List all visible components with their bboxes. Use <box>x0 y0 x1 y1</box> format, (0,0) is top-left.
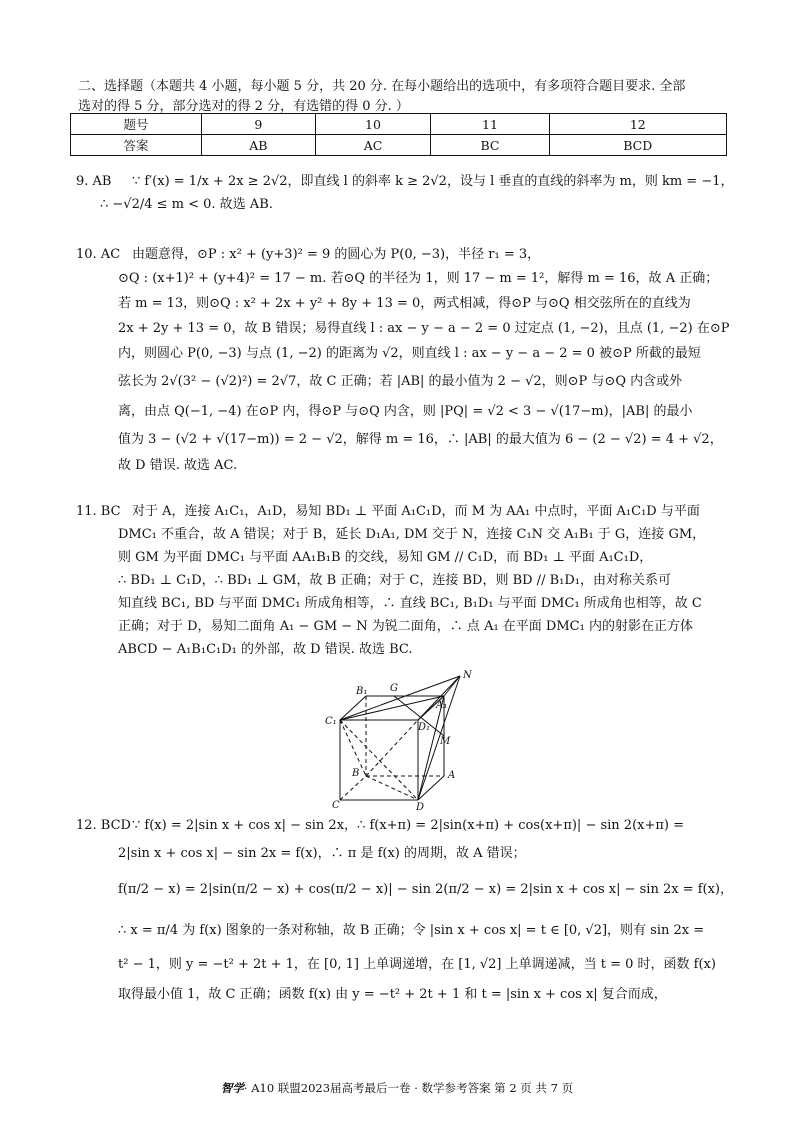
solution-line: 则 GM 为平面 DMC₁ 与平面 AA₁B₁B 的交线，易知 GM // C₁D，而 BD₁ ⊥ 平面 A₁C₁D， <box>118 550 653 565</box>
solution-line: 2x + 2y + 13 = 0，故 B 错误；易得直线 l : ax − y − a − 2 = 0 过定点 (1, −2)，且点 (1, −2) 在⊙P <box>118 321 730 336</box>
solution-line: 值为 3 − (√2 + √(17−m)) = 2 − √2，解得 m = 16，∴ |AB| 的最大值为 6 − (2 − √2) = 4 + √2， <box>118 432 723 447</box>
label-b: B <box>352 768 360 779</box>
solution-line: 由题意得，⊙P : x² + (y+3)² = 9 的圆心为 P(0, −3)，半径 r₁ = 3， <box>132 247 541 262</box>
table-cell: BC <box>431 135 549 156</box>
solution-number: 12. BCD <box>76 818 131 833</box>
answer-table <box>70 113 727 156</box>
table-cell: AC <box>315 135 431 156</box>
label-c: C <box>332 800 340 810</box>
solution-line: 若 m = 13，则⊙Q : x² + 2x + y² + 8y + 13 = 0，两式相减，得⊙P 与⊙Q 相交弦所在的直线为 <box>118 296 691 311</box>
label-a1: A₁ <box>436 700 448 711</box>
table-cell: 答案 <box>71 135 202 156</box>
table-cell: 题号 <box>71 114 202 135</box>
solution-line: ∴ −√2/4 ≤ m < 0. 故选 AB. <box>100 197 273 212</box>
edge-bd-hidden <box>366 776 418 800</box>
solution-line: f(π/2 − x) = 2|sin(π/2 − x) + cos(π/2 − x)| − sin 2(π/2 − x) = 2|sin x + cos x| − sin 2x = f(x)， <box>118 882 733 897</box>
table-cell: 10 <box>315 114 431 135</box>
section-heading <box>78 77 728 117</box>
label-b1: B₁ <box>356 686 368 697</box>
solution-line: 2|sin x + cos x| − sin 2x = f(x)，∴ π 是 f(x) 的周期，故 A 错误； <box>118 846 526 861</box>
cube-figure <box>320 668 480 810</box>
table-cell: AB <box>202 135 316 156</box>
line-c1a1 <box>340 696 444 720</box>
solution-line: 离，由点 Q(−1, −4) 在⊙P 内，得⊙P 与⊙Q 内含，则 |PQ| = √2 < 3 − √(17−m)，|AB| 的最小 <box>118 404 693 419</box>
solution-number: 10. AC <box>76 247 121 262</box>
label-d: D <box>416 802 425 810</box>
line-d1n <box>418 676 460 720</box>
section-heading-line1: 二、选择题（本题共 4 小题，每小题 5 分，共 20 分. 在每小题给出的选项中，有多项符合题目要求. 全部 <box>78 79 686 94</box>
line-dn <box>418 676 460 800</box>
solution-line: 正确；对于 D，易知二面角 A₁ − GM − N 为锐二面角，∴ 点 A₁ 在平面 DMC₁ 内的射影在正方体 <box>118 619 693 634</box>
brand-logo: 智学 <box>220 1081 244 1095</box>
table-row <box>71 114 727 135</box>
solution-line: DMC₁ 不重合，故 A 错误；对于 B，延长 D₁A₁, DM 交于 N，连接 C₁N 交 A₁B₁ 于 G，连接 GM， <box>118 527 706 542</box>
solution-line: 内，则圆心 P(0, −3) 与点 (1, −2) 的距离为 √2，则直线 l : ax − y − a − 2 = 0 被⊙P 所截的最短 <box>118 346 701 361</box>
solution-10 <box>76 243 736 477</box>
label-n: N <box>463 670 472 681</box>
table-cell: BCD <box>549 135 726 156</box>
solution-number: 9. AB <box>76 174 112 189</box>
solution-line: ∵ f(x) = 2|sin x + cos x| − sin 2x，∴ f(x+π) = 2|sin(x+π) + cos(x+π)| − sin 2(x+π) = <box>132 818 685 833</box>
footer-text: · A10 联盟2023届高考最后一卷 · 数学参考答案 第 2 页 共 7 页 <box>243 1081 574 1095</box>
edge-c1b1 <box>340 696 366 720</box>
solution-number: 11. BC <box>76 504 121 519</box>
section-heading-line2: 选对的得 5 分，部分选对的得 2 分，有选错的得 0 分. ） <box>78 99 409 114</box>
solution-line: ⊙Q : (x+1)² + (y+4)² = 17 − m. 若⊙Q 的半径为 1，则 17 − m = 1²，解得 m = 16，故 A 正确； <box>118 271 719 286</box>
edge-bd1-hidden <box>366 720 418 776</box>
solution-line: 弦长为 2√(3² − (√2)²) = 2√7，故 C 正确；若 |AB| 的最小值为 2 − √2，则⊙P 与⊙Q 内含或外 <box>118 374 683 389</box>
solution-line: 对于 A，连接 A₁C₁，A₁D，易知 BD₁ ⊥ 平面 A₁C₁D，而 M 为 AA₁ 中点时，平面 A₁C₁D 与平面 <box>132 504 700 519</box>
label-g: G <box>390 683 398 694</box>
label-d1: D₁ <box>418 722 431 733</box>
table-row <box>71 135 727 156</box>
solution-line: 知直线 BC₁, BD 与平面 DMC₁ 所成角相等，∴ 直线 BC₁, B₁D₁ 与平面 DMC₁ 所成角也相等，故 C <box>118 596 702 611</box>
solution-line: ∴ BD₁ ⊥ C₁D，∴ BD₁ ⊥ GM，故 B 正确；对于 C，连接 BD，则 BD // B₁D₁，由对称关系可 <box>118 573 671 588</box>
solution-line: ABCD − A₁B₁C₁D₁ 的外部，故 D 错误. 故选 BC. <box>118 642 413 657</box>
solution-line: t² − 1，则 y = −t² + 2t + 1，在 [0, 1] 上单调递增，在 [1, √2] 上单调递减，当 t = 0 时，函数 f(x) <box>118 957 716 972</box>
solution-9 <box>76 170 736 216</box>
solution-11 <box>76 500 736 661</box>
table-cell: 9 <box>202 114 316 135</box>
line-a1d <box>418 696 444 800</box>
solution-12 <box>76 812 736 1010</box>
solution-line: 取得最小值 1，故 C 正确；函数 f(x) 由 y = −t² + 2t + 1 和 t = |sin x + cos x| 复合而成， <box>118 987 667 1002</box>
edge-cb-hidden <box>340 776 366 800</box>
solution-line: 故 D 错误. 故选 AC. <box>118 458 238 473</box>
table-cell: 12 <box>549 114 726 135</box>
table-cell: 11 <box>431 114 549 135</box>
label-c1: C₁ <box>325 716 337 727</box>
label-a: A <box>448 770 456 781</box>
solution-line: ∴ x = π/4 为 f(x) 图象的一条对称轴，故 B 正确；令 |sin x + cos x| = t ∈ [0, √2]，则有 sin 2x = <box>118 923 705 938</box>
label-m: M <box>440 736 451 747</box>
solution-line: ∵ f′(x) = 1/x + 2x ≥ 2√2，即直线 l 的斜率 k ≥ 2√2，设与 l 垂直的直线的斜率为 m，则 km = −1， <box>132 174 734 189</box>
page-footer <box>0 1080 794 1096</box>
